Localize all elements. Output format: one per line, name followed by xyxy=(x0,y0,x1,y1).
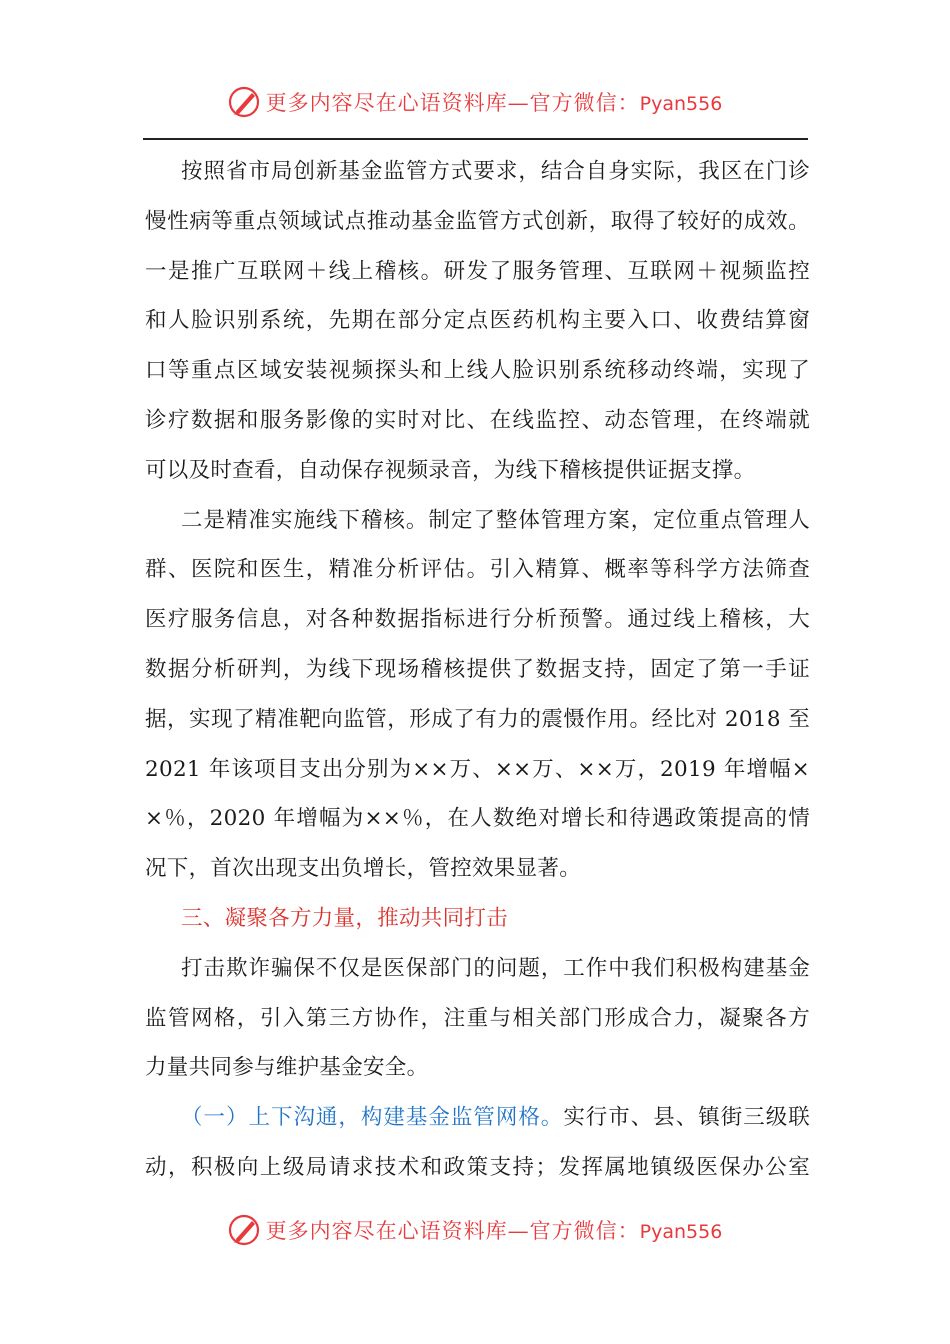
paragraph-line: 打击欺诈骗保不仅是医保部门的问题，工作中我们积极构建基金 xyxy=(181,955,810,981)
paragraph-line: 和人脸识别系统，先期在部分定点医药机构主要入口、收费结算窗 xyxy=(145,308,810,334)
paragraph-line: 数据分析研判，为线下现场稽核提供了数据支持，固定了第一手证 xyxy=(145,656,810,682)
footer-banner-text: 更多内容尽在心语资料库—官方微信：Pyan556 xyxy=(265,1219,723,1243)
paragraph-line: 按照省市局创新基金监管方式要求，结合自身实际，我区在门诊 xyxy=(181,159,810,184)
paragraph-text: 实行市、县、镇街三级联 xyxy=(563,1105,810,1131)
paragraph-line: 诊疗数据和服务影像的实时对比、在线监控、动态管理，在终端就 xyxy=(145,407,810,433)
paragraph-line xyxy=(145,1093,810,1143)
document-body xyxy=(145,147,810,1193)
header-divider xyxy=(143,138,808,140)
pen-logo-icon xyxy=(228,1213,262,1247)
paragraph-line: 口等重点区域安装视频探头和上线人脸识别系统移动终端，实现了 xyxy=(145,358,810,384)
paragraph-line: 况下，首次出现支出负增长，管控效果显著。 xyxy=(145,856,582,882)
paragraph-line: 动，积极向上级局请求技术和政策支持；发挥属地镇级医保办公室 xyxy=(145,1154,810,1180)
paragraph-line: ×％，2020 年增幅为××％，在人数绝对增长和待遇政策提高的情 xyxy=(145,806,810,832)
paragraph-line: 一是推广互联网＋线上稽核。研发了服务管理、互联网＋视频监控 xyxy=(145,258,810,284)
paragraph-line: 慢性病等重点领域试点推动基金监管方式创新，取得了较好的成效。 xyxy=(145,208,810,234)
paragraph-line: 监管网格，引入第三方协作，注重与相关部门形成合力，凝聚各方 xyxy=(145,1005,810,1031)
header-banner-text: 更多内容尽在心语资料库—官方微信：Pyan556 xyxy=(265,91,723,115)
paragraph-line: 2021 年该项目支出分别为××万、××万、××万，2019 年增幅× xyxy=(145,756,810,782)
footer-wechat-id: Pyan556 xyxy=(639,1221,723,1243)
paragraph-line: 医疗服务信息，对各种数据指标进行分析预警。通过线上稽核，大 xyxy=(145,607,810,633)
paragraph-line: 据，实现了精准靶向监管，形成了有力的震慑作用。经比对 2018 至 xyxy=(145,706,810,732)
header-banner xyxy=(0,82,950,122)
paragraph-line: 力量共同参与维护基金安全。 xyxy=(145,1055,429,1081)
section-heading: 三、凝聚各方力量，推动共同打击 xyxy=(181,905,509,931)
pen-logo-icon xyxy=(228,85,262,119)
paragraph-line: 二是精准实施线下稽核。制定了整体管理方案，定位重点管理人 xyxy=(181,507,810,533)
paragraph-line: 可以及时查看，自动保存视频录音，为线下稽核提供证据支撑。 xyxy=(145,457,756,483)
footer-banner xyxy=(0,1210,950,1250)
header-wechat-id: Pyan556 xyxy=(639,93,723,115)
paragraph-line: 群、医院和医生，精准分析评估。引入精算、概率等科学方法筛查 xyxy=(145,557,810,583)
subsection-heading: （一）上下沟通，构建基金监管网格。 xyxy=(181,1105,564,1131)
